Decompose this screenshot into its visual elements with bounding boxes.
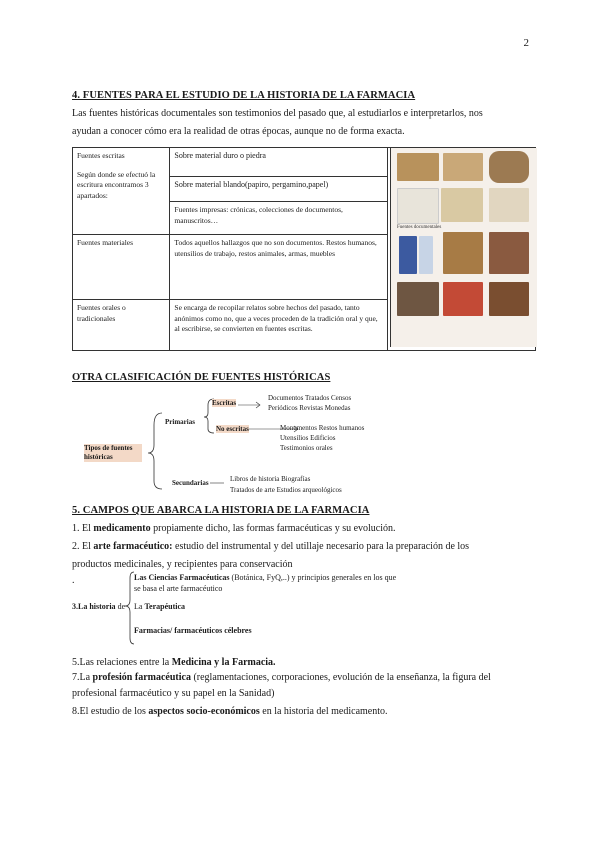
- materiales-title: Fuentes materiales: [73, 235, 170, 300]
- item-7-prefix: 7.La: [72, 672, 93, 683]
- escritas-items-1: Documentos Tratados Censos: [268, 394, 352, 402]
- no-escritas-items-3: Testimonios orales: [280, 444, 333, 452]
- material-blando-cell: Sobre material blando(papiro, pergamino,papel): [170, 177, 388, 202]
- page-number: 2: [523, 37, 529, 49]
- printed-document-image: [489, 188, 529, 222]
- historia-label-row: [72, 602, 125, 611]
- mummy-image: [397, 282, 439, 316]
- container-image: [399, 236, 417, 274]
- manuscript-image: [397, 188, 439, 224]
- escritas-label: Escritas: [212, 399, 237, 407]
- orales-title: Fuentes orales o tradicionales: [73, 300, 170, 351]
- cuneiform-image: [489, 151, 529, 183]
- orales-text: Se encarga de recopilar relatos sobre hechos del pasado, tanto anónimos como no, que a veces proceden de la tradición oral y que, al escribirse, se convierten en fuentes escritas.: [170, 300, 388, 351]
- secundarias-label: Secundarias: [172, 479, 209, 487]
- historia-ciencias: [134, 572, 396, 583]
- escritas-note: Según donde se efectuó la escritura encontramos 3 apartados:: [77, 169, 156, 200]
- item-1-bold: medicamento: [93, 523, 151, 534]
- can-image: [419, 236, 433, 274]
- terapeutica-bold: Terapéutica: [144, 602, 186, 611]
- ciencias-bold: Las Ciencias Farmacéuticas: [134, 573, 230, 582]
- item-8-prefix: 8.El estudio de los: [72, 706, 149, 717]
- escritas-title: Fuentes escritas: [77, 151, 125, 160]
- item-8-bold: aspectos socio-económicos: [148, 706, 260, 717]
- historia-label: 3.La historia: [72, 602, 116, 611]
- item-5-bold: Medicina y la Farmacia.: [171, 657, 276, 668]
- ciencias-text: (Botánica, FyQ,..) y principios generales en los que: [229, 573, 397, 582]
- item-1: [72, 520, 396, 538]
- item-2-prefix: 2. El: [72, 541, 94, 552]
- historical-sources-collage: [390, 148, 537, 347]
- materiales-text: Todos aquellos hallazgos que no son documentos. Restos humanos, utensilios de trabajo, restos animales, armas, muebles: [170, 235, 388, 300]
- furniture-image: [489, 282, 529, 316]
- section-4-heading: 4. FUENTES PARA EL ESTUDIO DE LA HISTORIA DE LA FARMACIA: [72, 90, 416, 101]
- item-2: [72, 538, 469, 556]
- stray-dot: .: [72, 575, 75, 586]
- collage-caption: Fuentes documentales: [397, 225, 442, 230]
- item-5-prefix: 5.Las relaciones entre la: [72, 657, 172, 668]
- item-2-text: estudio del instrumental y del utillaje necesario para la preparación de los: [172, 541, 470, 552]
- item-8-text: en la historia del medicamento.: [259, 706, 388, 717]
- pottery-image: [443, 232, 483, 274]
- no-escritas-items-1: Monumentos Restos humanos: [280, 424, 365, 432]
- item-1-prefix: 1. El: [72, 523, 94, 534]
- secundarias-items-1: Libros de historia Biografías: [230, 475, 311, 483]
- clay-tablet-image: [443, 153, 483, 181]
- escritas-items-2: Periódicos Revistas Monedas: [268, 404, 351, 412]
- impresas-cell: Fuentes impresas: crónicas, colecciones de documentos, manuscritos…: [170, 202, 388, 235]
- classification-heading: OTRA CLASIFICACIÓN DE FUENTES HISTÓRICAS: [72, 372, 331, 383]
- primarias-label: Primarias: [165, 418, 195, 426]
- item-7-line-2: profesional farmacéutico y su papel en la Sanidad): [72, 688, 275, 699]
- item-7-bold: profesión farmacéutica: [92, 672, 191, 683]
- escritas-cell: [73, 148, 170, 235]
- item-7-text: (reglamentaciones, corporaciones, evolución de la enseñanza, la figura del: [190, 672, 491, 683]
- historia-terapeutica: [134, 602, 185, 611]
- historia-de: de: [117, 602, 126, 611]
- tipos-fuentes-label: Tipos de fuentes históricas: [84, 444, 142, 462]
- material-duro-cell: Sobre material duro o piedra: [170, 148, 388, 177]
- item-1-text: propiamente dicho, las formas farmacéuticas y su evolución.: [150, 523, 396, 534]
- no-escritas-label: No escritas: [216, 425, 249, 433]
- item-8: [72, 703, 388, 721]
- stone-tablet-image: [397, 153, 439, 181]
- section-4-line-1: Las fuentes históricas documentales son testimonios del pasado que, al estudiarlos e interpretarlos, nos: [72, 108, 483, 119]
- terapeutica-prefix: La: [134, 602, 145, 611]
- section-4-line-2: ayudan a conocer cómo era la realidad de otras épocas, aunque no de forma exacta.: [72, 126, 405, 137]
- artifact-image: [489, 232, 529, 274]
- item-2-bold: arte farmacéutico:: [93, 541, 173, 552]
- painting-image: [443, 282, 483, 316]
- historia-ciencias-line-2: se basa el arte farmacéutico: [134, 584, 223, 593]
- secundarias-items-2: Tratados de arte Estudios arqueológicos: [230, 486, 342, 494]
- section-5-heading: 5. CAMPOS QUE ABARCA LA HISTORIA DE LA FARMACIA: [72, 505, 370, 516]
- no-escritas-items-2: Utensilios Edificios: [280, 434, 336, 442]
- historia-farmacias: Farmacias/ farmacéuticos célebres: [134, 626, 252, 635]
- item-2-line-2: productos medicinales, y recipientes para conservación: [72, 559, 293, 570]
- parchment-image: [441, 188, 483, 222]
